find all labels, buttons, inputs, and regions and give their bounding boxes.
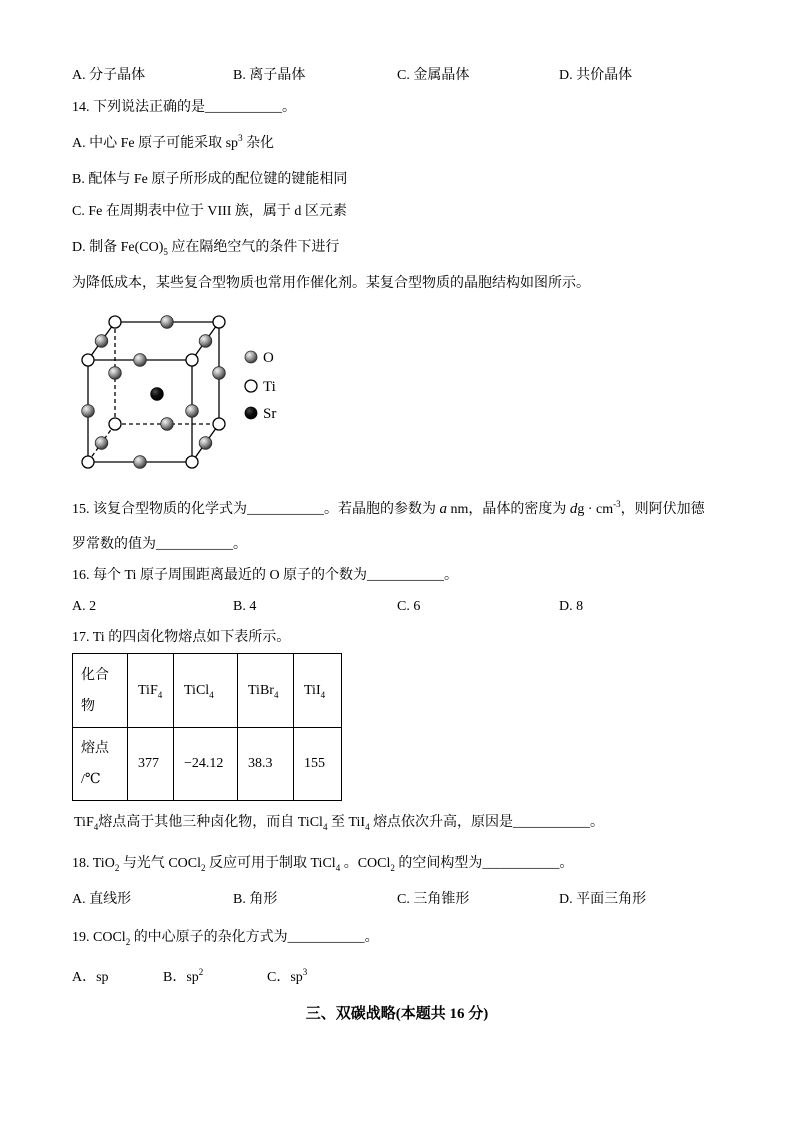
row-header-line: /℃ xyxy=(81,772,101,787)
row-header-line: 熔点 xyxy=(81,741,109,756)
question-text: 反应可用于制取 xyxy=(205,856,311,871)
question-text: 15. 该复合型物质的化学式为___________。若晶胞的参数为 xyxy=(72,502,440,517)
legend-sr-label: Sr xyxy=(263,406,277,422)
ti-atom xyxy=(82,456,94,468)
question-19-options xyxy=(0,967,794,986)
table-cell-value: −24.12 xyxy=(174,728,238,801)
legend-o-marker xyxy=(245,351,257,363)
o-atom xyxy=(134,456,147,469)
ti-atom xyxy=(213,316,225,328)
question-16-stem: 16. 每个 Ti 原子周围距离最近的 O 原子的个数为___________。 xyxy=(72,568,459,583)
o-atom xyxy=(95,335,108,348)
question-14-option-d xyxy=(72,240,339,256)
subscript: 4 xyxy=(93,822,99,832)
question-14-option-a xyxy=(72,133,275,152)
question-16-options xyxy=(0,599,794,615)
o-atom xyxy=(95,437,108,450)
formula: TiBr xyxy=(248,682,274,698)
question-14-option-c: C. Fe 在周期表中位于 VIII 族，属于 d 区元素 xyxy=(72,204,347,219)
table-cell-compound xyxy=(128,654,174,728)
question-18-options xyxy=(0,892,794,908)
formula: TiF xyxy=(74,815,94,830)
sr-atom xyxy=(151,388,164,401)
o-atom xyxy=(161,418,174,431)
question-text: 熔点高于其他三种卤化物，而自 xyxy=(98,815,298,830)
option-d: D. 共价晶体 xyxy=(559,68,633,83)
option-a: A. 2 xyxy=(72,599,97,614)
option-b: B. 4 xyxy=(233,599,257,614)
option-c: C. 金属晶体 xyxy=(397,68,470,83)
option-a xyxy=(72,970,109,986)
legend-o-label: O xyxy=(263,350,274,366)
formula: COCl xyxy=(168,856,201,871)
subscript: 4 xyxy=(365,822,370,832)
o-atom xyxy=(134,354,147,367)
option-d: D. 8 xyxy=(559,599,584,614)
formula: TiI xyxy=(304,682,321,698)
ti-atom xyxy=(82,354,94,366)
subscript: 2 xyxy=(114,863,120,873)
formula: TiI xyxy=(348,815,366,830)
o-atom xyxy=(199,335,212,348)
formula: 18. TiO xyxy=(72,856,115,871)
formula: TiCl xyxy=(310,856,336,871)
melting-point-table xyxy=(72,653,342,801)
table-cell-compound xyxy=(294,654,342,728)
o-atom xyxy=(186,405,199,418)
ti-atom xyxy=(186,456,198,468)
option-a: A. 分子晶体 xyxy=(72,68,146,83)
option-b: B. 角形 xyxy=(233,892,278,907)
ti-atom xyxy=(213,418,225,430)
option-text: B．sp xyxy=(163,970,199,985)
o-atom xyxy=(199,437,212,450)
question-14-stem: 14. 下列说法正确的是___________。 xyxy=(72,100,296,115)
question-15-line-2: 罗常数的值为___________。 xyxy=(72,537,247,552)
superscript: 3 xyxy=(238,133,243,143)
subscript: 4 xyxy=(320,689,326,700)
superscript: 3 xyxy=(302,967,308,977)
option-c xyxy=(267,967,308,986)
superscript: -3 xyxy=(613,499,621,509)
row-header-line: 物 xyxy=(81,698,95,714)
ti-atom xyxy=(109,418,121,430)
option-a: A. 直线形 xyxy=(72,892,132,907)
subscript: 2 xyxy=(125,937,131,947)
question-text: nm，晶体的密度为 xyxy=(447,502,570,517)
formula: COCl xyxy=(357,856,391,871)
subscript: 2 xyxy=(390,863,395,873)
question-14-option-b: B. 配体与 Fe 原子所形成的配位键的键能相同 xyxy=(72,172,348,187)
crystal-cell-diagram xyxy=(60,305,310,480)
intro-paragraph: 为降低成本，某些复合型物质也常用作催化剂。某复合型物质的晶胞结构如图所示。 xyxy=(72,276,590,291)
option-text: D. 制备 Fe(CO) xyxy=(72,240,164,255)
formula: TiF xyxy=(138,682,158,698)
table-cell-compound xyxy=(174,654,238,728)
option-c: C. 三角锥形 xyxy=(397,892,470,907)
o-atom xyxy=(213,367,226,380)
question-text: 。 xyxy=(340,856,358,871)
superscript: 2 xyxy=(198,967,204,977)
option-text: 应在隔绝空气的条件下进行 xyxy=(167,240,340,255)
question-17-stem: 17. Ti 的四卤化物熔点如下表所示。 xyxy=(72,630,291,645)
table-row-compounds xyxy=(73,654,342,728)
ti-atom xyxy=(109,316,121,328)
table-cell-value: 38.3 xyxy=(238,728,294,801)
variable-a: a xyxy=(439,501,447,517)
subscript: 2 xyxy=(201,863,206,873)
o-atom xyxy=(161,316,174,329)
subscript: 4 xyxy=(322,822,328,832)
subscript: 5 xyxy=(163,247,168,257)
subscript: 4 xyxy=(335,863,341,873)
question-17-question xyxy=(74,815,604,831)
option-b xyxy=(163,967,204,986)
section-title: 三、双碳战略(本题共 16 分) xyxy=(305,1006,489,1022)
row-header-line: 化合 xyxy=(81,667,109,683)
table-cell-value: 377 xyxy=(128,728,174,801)
question-18-stem xyxy=(72,856,573,872)
option-text: A. 中心 Fe 原子可能采取 sp xyxy=(72,136,239,151)
question-text: 的中心原子的杂化方式为___________。 xyxy=(130,930,379,945)
formula: TiCl xyxy=(184,682,210,698)
ti-atom xyxy=(186,354,198,366)
legend-ti-label: Ti xyxy=(263,379,276,395)
question-text: 与光气 xyxy=(119,856,169,871)
formula: TiCl xyxy=(297,815,323,830)
formula: 19. COCl xyxy=(72,930,126,945)
row-header-compound xyxy=(73,654,128,728)
option-text: A．sp xyxy=(72,970,109,985)
question-15-line-1 xyxy=(72,501,705,517)
figure-legend xyxy=(245,350,276,422)
variable-d: d xyxy=(569,501,578,517)
table-cell-compound xyxy=(238,654,294,728)
unit-text: g · cm xyxy=(577,502,614,517)
option-text: 杂化 xyxy=(242,136,275,151)
o-atom xyxy=(82,405,95,418)
table-cell-value: 155 xyxy=(294,728,342,801)
question-text: 的空间构型为___________。 xyxy=(394,856,574,871)
table-row-melting-points xyxy=(73,728,342,801)
option-c: C. 6 xyxy=(397,599,421,614)
legend-sr-marker xyxy=(245,407,257,419)
row-header-melting-point xyxy=(73,728,128,801)
option-text: C．sp xyxy=(267,970,303,985)
subscript: 4 xyxy=(209,689,214,700)
question-text: 至 xyxy=(327,815,349,830)
question-13-options xyxy=(0,68,794,84)
question-19-stem xyxy=(72,930,379,946)
o-atom xyxy=(109,367,122,380)
question-text: 熔点依次升高，原因是___________。 xyxy=(369,815,605,830)
legend-ti-marker xyxy=(245,380,257,392)
subscript: 4 xyxy=(157,689,163,700)
question-text: ，则阿伏加德 xyxy=(620,502,705,517)
subscript: 4 xyxy=(273,689,279,700)
option-d: D. 平面三角形 xyxy=(559,892,647,907)
option-b: B. 离子晶体 xyxy=(233,68,306,83)
